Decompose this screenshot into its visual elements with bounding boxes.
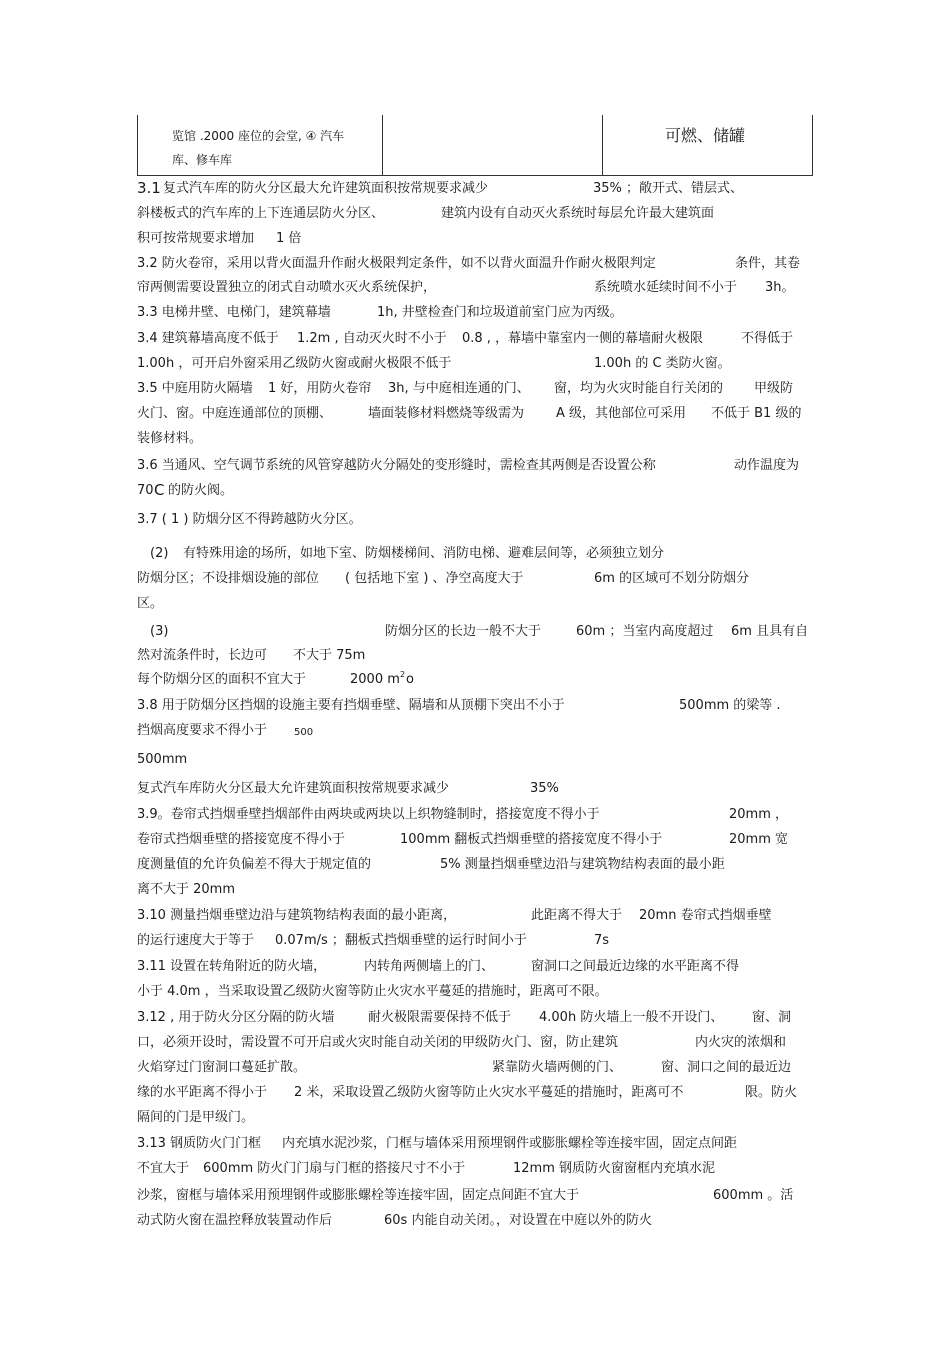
text-line-segment: 100mm 翻板式挡烟垂壁的搭接宽度不得小于 — [400, 832, 663, 847]
text-line-segment: 卷帘式挡烟垂壁的搭接宽度不得小于 — [137, 832, 346, 847]
text-line-segment: 6m 的区域可不划分防烟分 — [594, 571, 750, 586]
text-line-segment: 系统喷水延续时间不小于 — [594, 280, 738, 295]
text-line-segment: 3.12 , 用于防火分区分隔的防火墙 — [137, 1010, 335, 1025]
text-line-segment: 条件，其卷 — [735, 256, 801, 271]
text-line-segment: 20mm ， — [729, 807, 789, 822]
text-line-segment: 3h。 — [765, 280, 795, 295]
text-line-segment: 不得低于 — [741, 331, 794, 346]
text-line-segment: 区。 — [137, 596, 164, 611]
text-line-segment: 500mm — [137, 752, 188, 767]
text-line-segment: (3) — [150, 624, 169, 639]
text-line-segment: 内转角两侧墙上的门、 — [364, 959, 495, 974]
text-line-segment: 1 倍 — [276, 231, 302, 246]
text-line-segment: 3.10 测量挡烟垂壁边沿与建筑物结构表面的最小距离， — [137, 908, 457, 923]
text-line-segment: 60m ；当室内高度超过 — [576, 624, 714, 639]
text-line-segment: 隔间的门是甲级门。 — [137, 1110, 255, 1125]
text-line-segment: 不宜大于 — [137, 1161, 190, 1176]
text-line-segment: 装修材料。 — [137, 431, 203, 446]
text-line-segment: 不低于 B1 级的 — [711, 406, 802, 421]
text-line-segment: 幕墙中靠室内一侧的幕墙耐火极限 — [508, 331, 704, 346]
text-line-segment: 3.7 ( 1 ) 防烟分区不得跨越防火分区。 — [137, 512, 362, 527]
text-line-segment: 然对流条件时，长边可 — [137, 648, 268, 663]
text-line-segment: 限。防火 — [745, 1085, 798, 1100]
text-line-segment: 1.00h ，可开启外窗采用乙级防火窗或耐火极限不低于 — [137, 356, 452, 371]
text-line-segment: 2 米，采取设置乙级防火窗等防止火灾水平蔓延的措施时，距离可不 — [294, 1085, 684, 1100]
text-line-segment: 窗、洞口之间的最近边 — [661, 1060, 792, 1075]
text-line-segment: 3.1 — [137, 179, 161, 197]
text-line-segment: 耐火极限需要保持不低于 — [368, 1010, 512, 1025]
text-line-segment: 防烟分区的长边一般不大于 — [385, 624, 542, 639]
text-line-segment: 紧靠防火墙两侧的门、 — [492, 1060, 623, 1075]
text-line-segment: 1.00h 的 C 类防火窗。 — [594, 356, 731, 371]
text-line-segment: 5% 测量挡烟垂壁边沿与建筑物结构表面的最小距 — [440, 857, 725, 872]
text-line-segment: 此距离不得大于 — [531, 908, 623, 923]
text-line-segment: 3.2 防火卷帘，采用以背火面温升作耐火极限判定条件，如不以背火面温升作耐火极限判定 — [137, 256, 656, 271]
table-cell-text: 览馆 .2000 座位的会堂, ④ 汽车 — [172, 129, 345, 143]
text-line-segment: 3h, 与中庭相连通的门、 — [388, 381, 530, 396]
text-line-segment: 积可按常规要求增加 — [137, 231, 255, 246]
text-line-segment: 3.3 电梯井壁、电梯门，建筑幕墙 — [137, 305, 331, 320]
text-line-segment: 35% ；敞开式、错层式、 — [593, 181, 744, 196]
text-line-segment: 口，必须开设时，需设置不可开启或火灾时能自动关闭的甲级防火门、窗，防止建筑 — [137, 1035, 619, 1050]
text-line-segment: 防烟分区；不设排烟设施的部位 — [137, 571, 320, 586]
text-line-segment: 沙浆，窗框与墙体采用预埋钢件或膨胀螺栓等连接牢固，固定点间距不宜大于 — [137, 1188, 580, 1203]
text-line-segment: 3.6 当通风、空气调节系统的风管穿越防火分隔处的变形缝时，需检查其两侧是否设置公称 — [137, 458, 656, 473]
text-line-segment: 35% — [530, 781, 559, 796]
text-line-segment: 窗，均为火灾时能自行关闭的 — [554, 381, 724, 396]
text-line-segment: 斜楼板式的汽车库的上下连通层防火分区、 — [137, 206, 385, 221]
table-cell-1 — [138, 115, 382, 175]
text-line-segment: 60s 内能自动关闭。，对设置在中庭以外的防火 — [384, 1213, 652, 1228]
table-fragment — [137, 115, 813, 176]
text-line-segment: 3.9。卷帘式挡烟垂壁挡烟部件由两块或两块以上织物缝制时，搭接宽度不得小于 — [137, 807, 600, 822]
text-line-segment: 建筑内设有自动灭火系统时每层允许最大建筑面 — [441, 206, 715, 221]
table-cell-3 — [603, 115, 812, 175]
text-line-segment: A 级，其他部位可采用 — [556, 406, 687, 421]
text-line-segment: 的运行速度大于等于 — [137, 933, 255, 948]
text-line-segment: C — [154, 481, 165, 499]
text-line-segment: 20mn 卷帘式挡烟垂壁 — [639, 908, 772, 923]
text-line-segment: 3.11 设置在转角附近的防火墙， — [137, 959, 327, 974]
text-line-segment: 火焰穿过门窗洞口蔓延扩散。 — [137, 1060, 307, 1075]
text-line-segment: 复式汽车库的防火分区最大允许建筑面积按常规要求减少 — [163, 181, 489, 196]
text-line-segment: 500 — [294, 727, 314, 738]
text-line-segment: 内火灾的浓烟和 — [695, 1035, 787, 1050]
text-line-segment: 内充填水泥沙浆，门框与墙体采用预埋钢件或膨胀螺栓等连接牢固，固定点间距 — [282, 1136, 738, 1151]
text-line-segment: 有特殊用途的场所，如地下室、防烟楼梯间、消防电梯、避难层间等，必须独立划分 — [183, 546, 665, 561]
text-line-segment: 挡烟高度要求不得小于 — [137, 723, 268, 738]
text-line-segment: 2000 m — [350, 672, 400, 687]
text-line-segment: 窗洞口之间最近边缘的水平距离不得 — [531, 959, 740, 974]
text-line-segment: 70 — [137, 483, 154, 498]
text-line-segment: 动作温度为 — [734, 458, 800, 473]
text-line-segment: (2) — [150, 546, 169, 561]
text-line-segment: 小于 4.0m ，当采取设置乙级防火窗等防止火灾水平蔓延的措施时，距离可不限。 — [137, 984, 608, 999]
text-line-segment: 3.4 建筑幕墙高度不低于 — [137, 331, 279, 346]
text-line-segment: 0.8 , ， — [462, 331, 509, 346]
text-line-segment: 墙面装修材料燃烧等级需为 — [368, 406, 525, 421]
text-line-segment: ( 包括地下室 ) 、净空高度大于 — [345, 571, 524, 586]
table-cell-text: 库、修车库 — [172, 153, 233, 167]
text-line-segment: 600mm 。活 — [713, 1188, 794, 1203]
text-line-segment: 3.5 中庭用防火隔墙 — [137, 381, 253, 396]
text-line-segment: 度测量值的允许负偏差不得大于规定值的 — [137, 857, 372, 872]
text-line-segment: 复式汽车库防火分区最大允许建筑面积按常规要求减少 — [137, 781, 450, 796]
text-line-segment: 20mm 宽 — [729, 832, 789, 847]
text-line-segment: 6m 且具有自 — [731, 624, 809, 639]
text-line-segment: 1h, 井壁检查门和垃圾道前室门应为丙级。 — [377, 305, 623, 320]
text-line-segment: 12mm 钢质防火窗窗框内充填水泥 — [513, 1161, 716, 1176]
text-line-segment: 3.8 用于防烟分区挡烟的设施主要有挡烟垂壁、隔墙和从顶棚下突出不小于 — [137, 698, 565, 713]
text-line-segment: 7s — [594, 933, 610, 948]
table-cell-text: 可燃、储罐 — [665, 126, 746, 145]
text-line-segment: 离不大于 20mm — [137, 882, 236, 897]
text-line-segment: 窗、洞 — [752, 1010, 792, 1025]
text-line-segment: 0.07m/s ；翻板式挡烟垂壁的运行时间小于 — [275, 933, 527, 948]
text-line-segment: 4.00h 防火墙上一般不开设门、 — [539, 1010, 724, 1025]
text-line-segment: 的防火阀。 — [168, 483, 234, 498]
text-line-segment: 1 好，用防火卷帘 — [268, 381, 372, 396]
text-line-segment: 甲级防 — [754, 381, 794, 396]
text-line-segment: 动式防火窗在温控释放装置动作后 — [137, 1213, 333, 1228]
table-cell-2 — [382, 115, 603, 175]
text-line-segment: 1.2m , 自动灭火时不小于 — [297, 331, 447, 346]
text-line-segment: 500mm 的梁等 . — [679, 698, 781, 713]
text-line-segment: 每个防烟分区的面积不宜大于 — [137, 672, 307, 687]
text-line-segment: 不大于 75m — [293, 648, 366, 663]
text-line-segment: o — [406, 672, 414, 687]
text-line-segment: 帘两侧需要设置独立的闭式自动喷水灭火系统保护， — [137, 280, 437, 295]
text-line-segment: 火门、窗。中庭连通部位的顶棚、 — [137, 406, 333, 421]
text-line-segment: 2 — [400, 670, 406, 679]
text-line-segment: 3.13 钢质防火门门框 — [137, 1136, 262, 1151]
text-line-segment: 缘的水平距离不得小于 — [137, 1085, 268, 1100]
text-line-segment: 600mm 防火门门扇与门框的搭接尺寸不小于 — [203, 1161, 466, 1176]
